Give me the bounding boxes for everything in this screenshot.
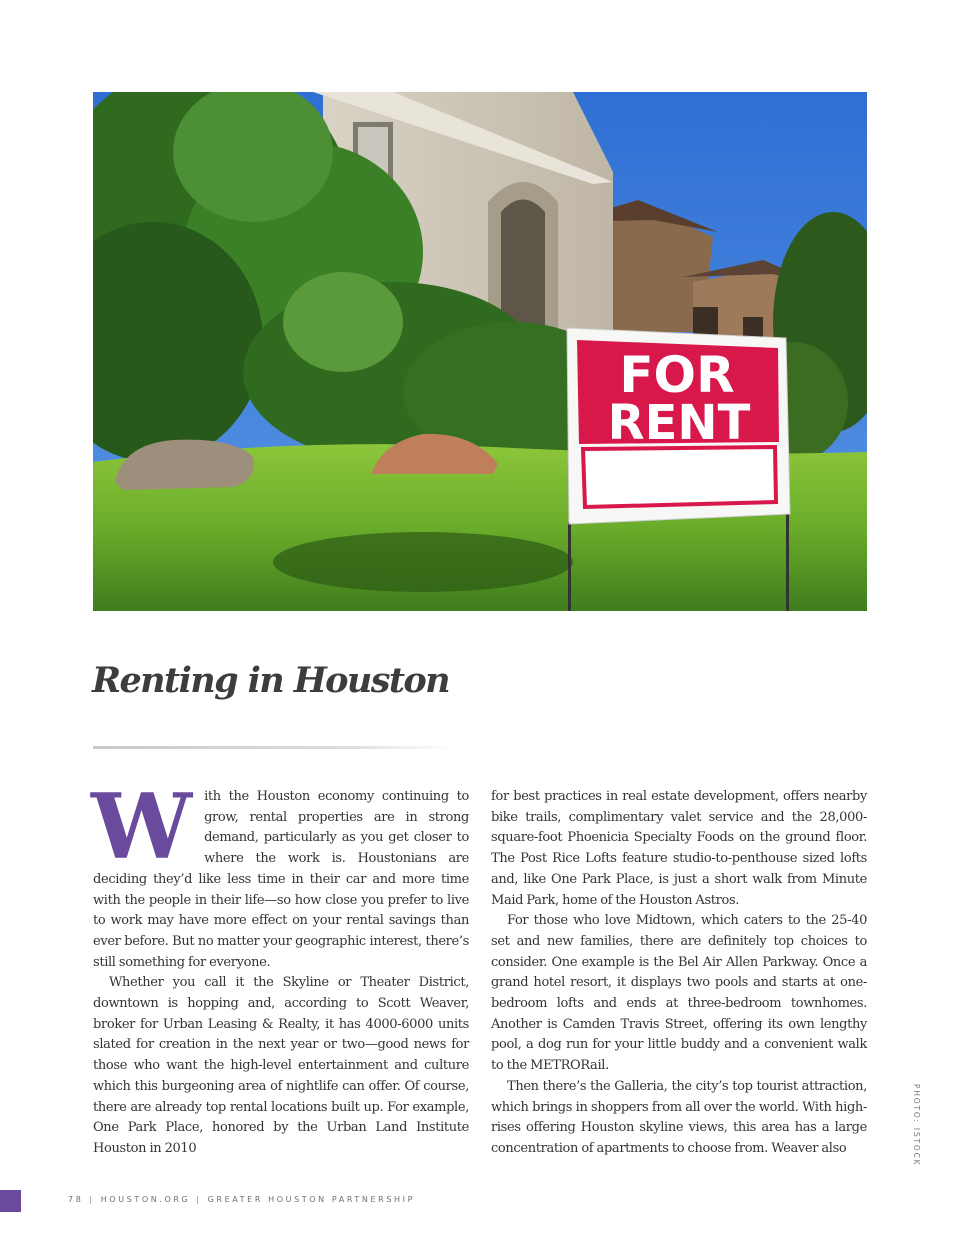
article-title: Renting in Houston — [92, 660, 450, 701]
article-column-left — [91, 774, 469, 1160]
footer-accent-tab — [0, 1190, 21, 1212]
footer-separator: | — [196, 1195, 202, 1204]
page-footer — [68, 1195, 415, 1204]
page-number: 78 — [68, 1195, 84, 1204]
footer-publisher: GREATER HOUSTON PARTNERSHIP — [207, 1195, 415, 1204]
sign-text-for: FOR — [619, 346, 735, 404]
for-rent-sign-photo — [93, 92, 867, 611]
hero-photo — [93, 92, 867, 611]
article-column-right — [491, 787, 867, 1160]
sign-text-rent: RENT — [607, 395, 751, 451]
photo-credit: PHOTO: ISTOCK — [912, 1084, 921, 1167]
paragraph-2: Whether you call it the Skyline or Theater District, downtown is hopping and, according to Scott Weaver, broker for Urban Leasing & Realty, it has 4000-6000 units slated for creation in the next year or two—good news for those who want the high-level entertainment and culture which this burgeoning area of nightlife can offer. Of course, there are already top rental locations built up. For example, One Park Place, honored by the Urban Land Institute Houston in 2010 — [93, 975, 469, 1156]
title-divider — [93, 746, 453, 749]
paragraph-4: For those who love Midtown, which caters to the 25-40 set and new families, there are definitely top choices to consider. One example is the Bel Air Allen Parkway. Once a grand hotel resort, it displays two pools and starts at one-bedroom lofts and ends at three-bedroom townhomes. Another is Camden Travis Street, offering its own lengthy pool, a dog run for your little buddy and a convenient walk to the METRORail. — [491, 913, 867, 1074]
paragraph-3: for best practices in real estate development, offers nearby bike trails, complimentary valet service and the 28,000-square-foot Phoenicia Specialty Foods on the ground floor. The Post Rice Lofts feature studio-to-penthouse sized lofts and, like One Park Place, is just a short walk from Minute Maid Park, home of the Houston Astros. — [491, 789, 867, 908]
drop-cap: W — [91, 774, 191, 880]
paragraph-1: ith the Houston economy continuing to grow, rental properties are in strong demand, particularly as you get closer to where the work is. Houstonians are deciding they’d like less time in their car and more time with the people in their life—so how close you prefer to live to work may have more effect on your rental savings than ever before. But no matter your geographic interest, there’s still something for everyone. — [93, 789, 469, 970]
footer-separator: | — [89, 1195, 95, 1204]
paragraph-5: Then there’s the Galleria, the city’s top tourist attraction, which brings in shoppers from all over the world. With high-rises offering Houston skyline views, this area has a large concentration of apartments to choose from. Weaver also — [491, 1078, 867, 1156]
footer-site-link: HOUSTON.ORG — [100, 1195, 191, 1204]
